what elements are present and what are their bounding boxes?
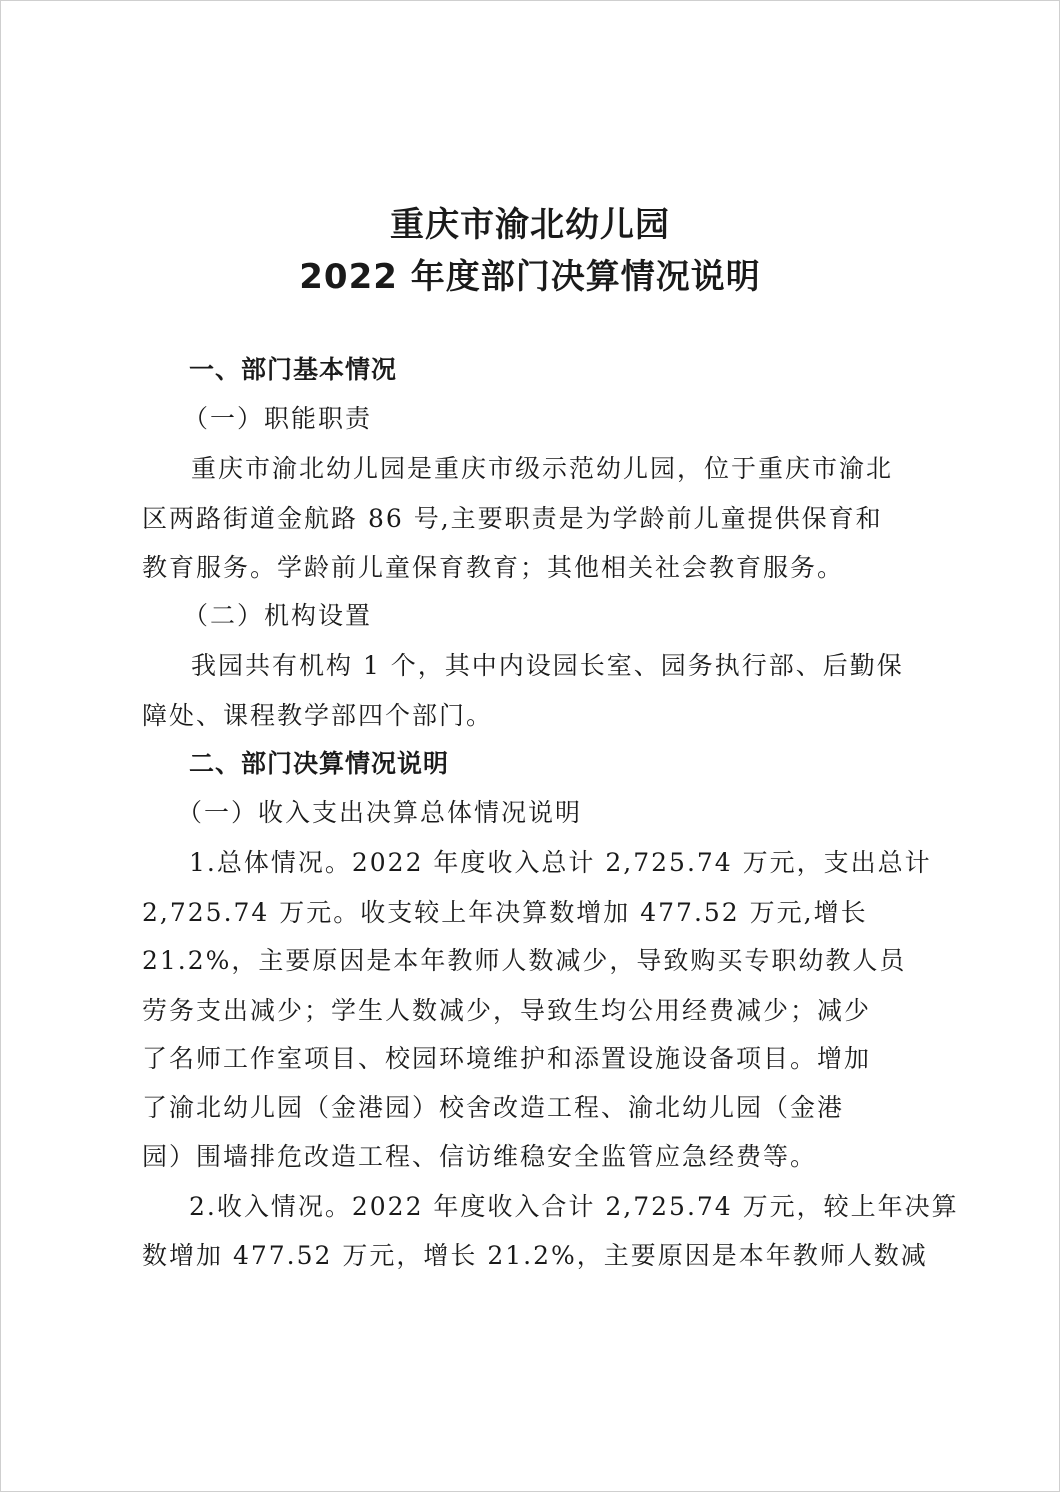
- paragraph-line: 园）围墙排危改造工程、信访维稳安全监管应急经费等。: [142, 1142, 818, 1171]
- paragraph-line: 2,725.74 万元。收支较上年决算数增加 477.52 万元,增长: [142, 898, 868, 927]
- section1-sub1-heading: （一）职能职责: [183, 404, 373, 433]
- document-title-line1: 重庆市渝北幼儿园: [390, 205, 670, 245]
- paragraph-line: 教育服务。学龄前儿童保育教育；其他相关社会教育服务。: [142, 553, 845, 582]
- paragraph-line: 劳务支出减少；学生人数减少，导致生均公用经费减少；减少: [142, 996, 872, 1025]
- section2-heading: 二、部门决算情况说明: [189, 749, 450, 778]
- paragraph-line: 了名师工作室项目、校园环境维护和添置设施设备项目。增加: [142, 1044, 872, 1073]
- paragraph-line: 障处、课程教学部四个部门。: [142, 701, 494, 730]
- document-title-line2: 2022 年度部门决算情况说明: [299, 257, 761, 297]
- section2-sub1-heading: （一）收入支出决算总体情况说明: [177, 798, 583, 827]
- paragraph-line: 重庆市渝北幼儿园是重庆市级示范幼儿园，位于重庆市渝北: [191, 454, 894, 483]
- section1-sub2-heading: （二）机构设置: [183, 601, 373, 630]
- paragraph-line: 区两路街道金航路 86 号,主要职责是为学龄前儿童提供保育和: [142, 504, 883, 533]
- paragraph-line: 1.总体情况。2022 年度收入总计 2,725.74 万元，支出总计: [189, 848, 932, 877]
- paragraph-line: 我园共有机构 1 个，其中内设园长室、园务执行部、后勤保: [191, 651, 904, 680]
- paragraph-line: 2.收入情况。2022 年度收入合计 2,725.74 万元，较上年决算: [189, 1192, 959, 1221]
- paragraph-line: 了渝北幼儿园（金港园）校舍改造工程、渝北幼儿园（金港: [142, 1093, 845, 1122]
- paragraph-line: 数增加 477.52 万元，增长 21.2%，主要原因是本年教师人数减: [142, 1241, 928, 1270]
- paragraph-line: 21.2%，主要原因是本年教师人数减少，导致购买专职幼教人员: [142, 946, 907, 975]
- section1-heading: 一、部门基本情况: [189, 355, 398, 384]
